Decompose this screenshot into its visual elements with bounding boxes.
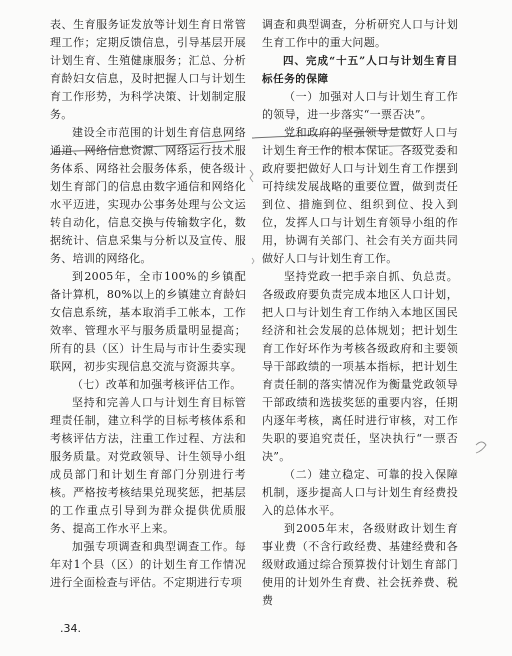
section-heading: （二）建立稳定、可靠的投入保障机制，逐步提高人口与计划生育经费投入的总体水平。 [262,468,458,517]
page-number: .34. [60,622,81,635]
paragraph: 坚持党政一把手亲自抓、负总责。各级政府要负责完成本地区人口计划，把人口与计划生育工作纳入本地区国民经济和社会发展的总体规划；把计划生育工作好坏作为考核各级政府和主要领导干部政绩的一项基本指标，把计划生育责任制的落实情况作为衡量党政领导干部政绩和选拔奖惩的重要内容，任期内逐年考核，离任时进行审核，对工作失职的要追究责任，坚决执行“一票否决”。 [262,270,458,463]
section-heading: （一）加强对人口与计划生育工作的领导，进一步落实“一票否决”。 [262,90,458,121]
paragraph: 建设全市范围的计划生育信息网络通道、网络信息资源、网络运行技术服务体系、网络社会服务体系，使各级计划生育部门的信息由数字通信和网络化水平迈进，实现办公事务处理与公文运转自动化，信息交换与传输数字化，数据统计、信息采集与分析以及宣传、服务、培训的网络化。 [50,126,246,265]
paragraph: 调查和典型调查，分析研究人口与计划生育工作中的重大问题。 [262,18,458,49]
paragraph: 党和政府的坚强领导是做好人口与计划生育工作的根本保证。各级党委和政府要把做好人口与计划生育工作摆到可持续发展战略的重要位置，做到责任到位、措施到位、组织到位、投入到位，发挥人口与计划生育领导小组的作用，协调有关部门、社会有关方面共同做好人口与计划生育工作。 [262,126,458,265]
right-column [262,16,458,610]
chapter-heading: 四、完成“十五”人口与计划生育目标任务的保障 [262,55,458,85]
left-column [50,16,246,592]
section-heading: （七）改革和加强考核评估工作。 [72,378,242,391]
paragraph: 到2005年末，各级财政计划生育事业费（不含行政经费、基建经费和各级财政通过综合预算拨付计划生育部门使用的计划外生育费、社会抚养费、税费 [262,522,458,607]
paragraph: 表、生育服务证发放等计划生育日常管理工作；定期反馈信息，引导基层开展计划生育、生殖健康服务；汇总、分析育龄妇女信息，及时把握人口与计划生育工作形势，为科学决策、计划制定服务。 [50,18,246,121]
margin-mark [252,258,254,264]
paragraph: 加强专项调查和典型调查工作。每年对1个县（区）的计划生育工作情况进行全面检查与评估。不定期进行专项 [50,540,246,589]
margin-mark [476,442,486,453]
paragraph: 到2005年，全市100%的乡镇配备计算机，80%以上的乡镇建立育龄妇女信息系统，基本取消手工帐本，工作效率、管理水平与服务质量明显提高；所有的县（区）计生局与市计生委实现联网，初步实现信息交流与资源共享。 [50,270,246,373]
paragraph: 坚持和完善人口与计划生育目标管理责任制，建立科学的目标考核体系和考核评估方法，注重工作过程、方法和服务质量。对党政领导、计生领导小组成员部门和计划生育部门分别进行考核。严格按考核结果兑现奖惩，把基层的工作重点引导到为群众提供优质服务、提高工作水平上来。 [50,396,246,535]
margin-mark [250,170,253,182]
